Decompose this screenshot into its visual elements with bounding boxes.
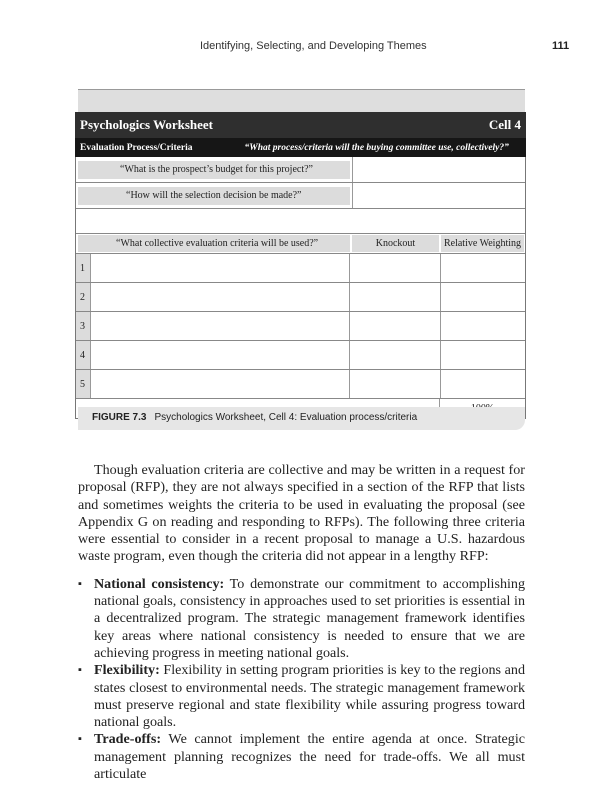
weighting-cell <box>440 341 525 369</box>
knockout-cell <box>349 254 440 282</box>
worksheet-grid <box>75 157 526 419</box>
knockout-column-header: Knockout <box>352 235 439 252</box>
bullet-icon: ▪ <box>78 733 82 746</box>
knockout-cell <box>349 312 440 340</box>
criteria-row <box>76 312 525 341</box>
question-budget: “What is the prospect’s budget for this project?” <box>78 161 350 179</box>
list-item-term: National consistency: <box>94 575 225 592</box>
list-item <box>78 662 525 731</box>
list-item-text: To demonstrate our commitment to accomplishing national goals, consistency in approaches used to set priorities is essential in a decentralized program. The strategic management framework identifies key areas where national consistency is needed to ensure that we are achieving progress in meeting national goals. <box>94 575 526 661</box>
criteria-cell <box>90 370 349 398</box>
running-head: Identifying, Selecting, and Developing Themes <box>200 40 427 52</box>
criteria-cell <box>90 341 349 369</box>
criteria-column-header: “What collective evaluation criteria will be used?” <box>78 235 350 252</box>
question-selection: “How will the selection decision be made?” <box>78 187 350 205</box>
question-row-selection <box>76 183 525 209</box>
criteria-cell <box>90 254 349 282</box>
question-row-budget <box>76 157 525 183</box>
row-number: 1 <box>76 254 90 282</box>
worksheet-title-bar <box>75 112 526 138</box>
figure-top-band <box>78 90 525 112</box>
row-number: 3 <box>76 312 90 340</box>
knockout-cell <box>349 341 440 369</box>
knockout-cell <box>349 283 440 311</box>
blank-row <box>76 209 525 234</box>
knockout-cell <box>349 370 440 398</box>
row-number: 4 <box>76 341 90 369</box>
bullet-icon: ▪ <box>78 577 82 590</box>
list-item <box>78 731 525 783</box>
body-paragraph: Though evaluation criteria are collective and may be written in a request for proposal (RFP), they are not always specified in a section of the RFP that lists and sometimes weights the criteria to be used in evaluating the proposal (see Appendix G on reading and responding to RFPs). The following three criteria were essential to consider in a recent proposal to manage a U.S. hazardous waste program, even though the criteria did not appear in a lengthy RFP: <box>78 462 525 565</box>
criteria-cell <box>90 312 349 340</box>
row-number: 5 <box>76 370 90 398</box>
list-item-term: Trade-offs: <box>94 731 162 748</box>
weighting-cell <box>440 312 525 340</box>
criteria-row <box>76 283 525 312</box>
weighting-cell <box>440 254 525 282</box>
list-item-term: Flexibility: <box>94 662 160 679</box>
weighting-cell <box>440 370 525 398</box>
weighting-cell <box>440 283 525 311</box>
psychologics-worksheet <box>75 112 526 419</box>
figure-caption <box>78 407 525 430</box>
list-item-text: Flexibility in setting program priorities is key to the regions and states closest to environmental needs. The strategic management framework must preserve regional and state flexibility while assuring progress toward national goals. <box>94 662 525 731</box>
page-number: 111 <box>552 40 570 52</box>
row-number: 2 <box>76 283 90 311</box>
list-item-text: We cannot implement the entire agenda at once. Strategic management planning recognizes the need for trade-offs. We all must articulate <box>94 731 525 783</box>
criteria-list <box>78 576 525 784</box>
criteria-row <box>76 370 525 399</box>
weighting-column-header: Relative Weighting <box>441 235 524 252</box>
criteria-cell <box>90 283 349 311</box>
worksheet-subtitle-question: “What process/criteria will the buying committee use, collectively?” <box>244 142 509 153</box>
figure-caption-text: Psychologics Worksheet, Cell 4: Evaluation process/criteria <box>154 412 418 423</box>
worksheet-title: Psychologics Worksheet <box>80 117 214 132</box>
worksheet-subtitle-bar <box>75 138 526 157</box>
answer-cell-budget <box>352 157 525 182</box>
body-text <box>78 462 525 783</box>
criteria-row <box>76 254 525 283</box>
worksheet-cell-label: Cell 4 <box>488 117 521 132</box>
bullet-icon: ▪ <box>78 664 82 677</box>
worksheet-subtitle: Evaluation Process/Criteria <box>80 142 193 153</box>
list-item <box>78 576 525 662</box>
criteria-row <box>76 341 525 370</box>
answer-cell-selection <box>352 183 525 208</box>
criteria-header-row <box>76 234 525 254</box>
figure-label: FIGURE 7.3 <box>92 412 147 423</box>
